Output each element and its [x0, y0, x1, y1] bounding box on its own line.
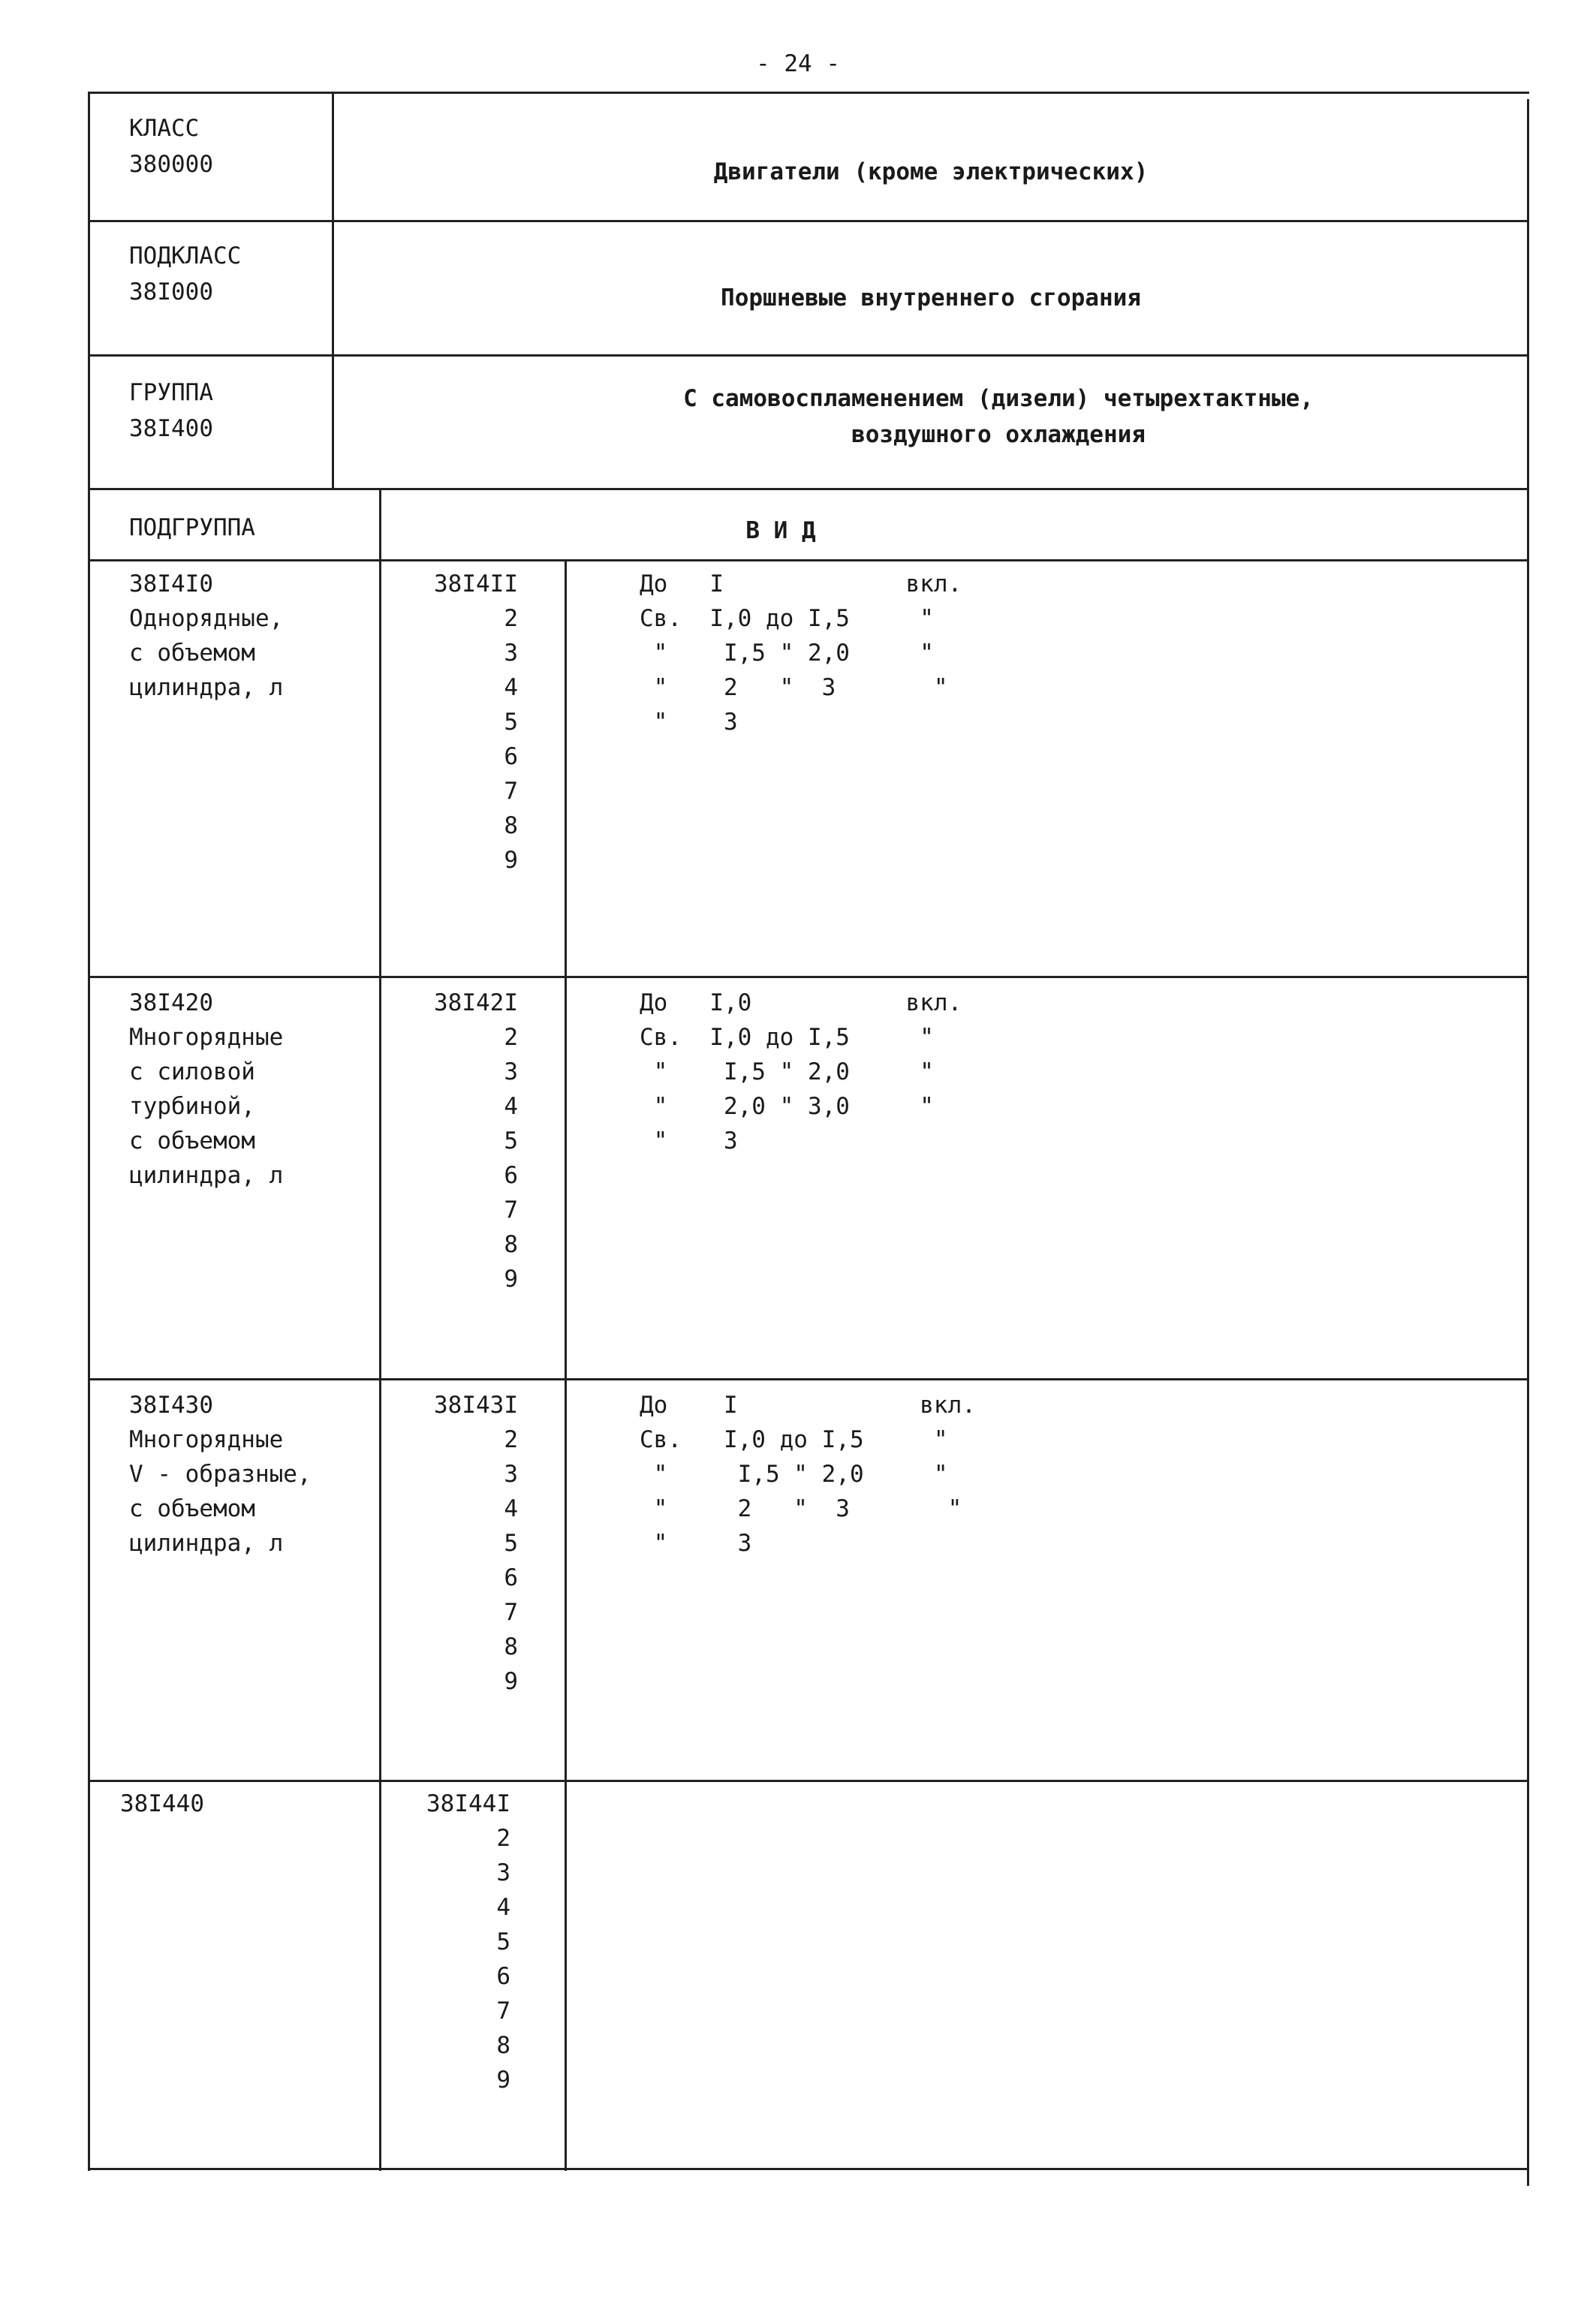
code-line: 38I43I — [434, 1392, 518, 1419]
row-divider-2 — [88, 1378, 1529, 1380]
subgroup-line: V - образные, — [129, 1461, 312, 1488]
subgroup-cell — [120, 1790, 204, 1825]
subgroup-line: цилиндра, л — [129, 1162, 284, 1189]
type-line: Св. I,0 до I,5 " — [640, 605, 934, 632]
type-line: " I,5 " 2,0 " — [640, 640, 934, 667]
code-line: 8 — [496, 2032, 510, 2059]
code-line: 7 — [504, 1599, 518, 1626]
type-line: До I вкл. — [640, 570, 962, 598]
code-line: 3 — [496, 1859, 510, 1886]
table-right-border — [1527, 99, 1529, 2186]
column-header-subgroup: ПОДГРУППА — [129, 514, 255, 541]
group-title-line1: С самовоспламенением (дизели) четырехтактные, — [683, 385, 1314, 412]
subgroup-line: 38I440 — [120, 1790, 204, 1817]
group-label: ГРУППА — [129, 379, 213, 406]
subgroup-line: с силовой — [129, 1058, 255, 1085]
code-line: 4 — [504, 1093, 518, 1120]
code-cell — [420, 1392, 518, 1702]
code-line: 8 — [504, 812, 518, 839]
table-bottom-border — [88, 2168, 1529, 2170]
subgroup-line: 38I430 — [129, 1392, 213, 1419]
type-line: Св. I,0 до I,5 " — [640, 1426, 948, 1453]
type-cell — [640, 1392, 976, 1564]
row-divider-subclass — [88, 354, 1529, 357]
type-line: До I,0 вкл. — [640, 989, 962, 1016]
class-title: Двигатели (кроме электрических) — [713, 158, 1149, 185]
row-divider-group — [88, 488, 1529, 490]
subgroup-line: 38I420 — [129, 989, 213, 1016]
type-line: Св. I,0 до I,5 " — [640, 1024, 934, 1051]
row-divider-class — [88, 220, 1529, 222]
type-line: " 2,0 " 3,0 " — [640, 1093, 934, 1120]
code-line: 9 — [504, 1668, 518, 1695]
code-line: 7 — [504, 778, 518, 805]
subgroup-line: Многорядные — [129, 1426, 284, 1453]
code-line: 6 — [504, 1564, 518, 1591]
type-line: " I,5 " 2,0 " — [640, 1461, 948, 1488]
code-line: 9 — [496, 2067, 510, 2094]
code-line: 4 — [504, 1495, 518, 1522]
code-line: 9 — [504, 1266, 518, 1293]
code-line: 38I42I — [434, 989, 518, 1016]
subgroup-cell — [129, 989, 283, 1197]
subclass-code: 38I000 — [129, 278, 213, 306]
subgroup-cell — [129, 570, 283, 709]
type-cell — [640, 989, 962, 1162]
column-divider-code — [565, 559, 567, 2171]
code-line: 9 — [504, 847, 518, 874]
code-line: 5 — [504, 1530, 518, 1557]
code-line: 6 — [504, 1162, 518, 1189]
subclass-label: ПОДКЛАСС — [129, 242, 242, 269]
subgroup-line: турбиной, — [129, 1093, 255, 1120]
group-title-line2: воздушного охлаждения — [851, 421, 1146, 448]
code-cell — [413, 1790, 510, 2101]
row-divider-column-header — [88, 559, 1529, 561]
code-line: 38I4II — [434, 570, 518, 598]
column-divider-subgroup — [379, 488, 381, 2171]
subgroup-line: 38I4I0 — [129, 570, 213, 598]
type-cell — [640, 570, 962, 743]
code-line: 2 — [496, 1825, 510, 1852]
table-top-border — [88, 92, 1529, 94]
class-label: КЛАСС — [129, 115, 200, 142]
type-line: " I,5 " 2,0 " — [640, 1058, 934, 1085]
code-line: 6 — [504, 743, 518, 770]
subgroup-line: цилиндра, л — [129, 1530, 284, 1557]
row-divider-3 — [88, 1780, 1529, 1782]
subgroup-line: с объемом — [129, 1495, 255, 1522]
type-line: " 3 — [640, 1530, 752, 1557]
code-line: 7 — [496, 1997, 510, 2025]
subgroup-line: Многорядные — [129, 1024, 284, 1051]
code-line: 2 — [504, 1024, 518, 1051]
code-line: 7 — [504, 1197, 518, 1224]
table-left-border — [88, 92, 90, 2171]
subgroup-line: цилиндра, л — [129, 674, 284, 701]
header-divider — [332, 92, 334, 489]
code-cell — [420, 570, 518, 881]
code-cell — [420, 989, 518, 1300]
code-line: 3 — [504, 1058, 518, 1085]
code-line: 3 — [504, 640, 518, 667]
group-code: 38I400 — [129, 415, 213, 442]
code-line: 4 — [504, 674, 518, 701]
code-line: 2 — [504, 605, 518, 632]
code-line: 6 — [496, 1963, 510, 1990]
row-divider-1 — [88, 976, 1529, 978]
subgroup-line: с объемом — [129, 1127, 255, 1155]
code-line: 5 — [496, 1928, 510, 1955]
class-code: 380000 — [129, 151, 213, 178]
code-line: 8 — [504, 1633, 518, 1660]
code-line: 5 — [504, 709, 518, 736]
subgroup-cell — [129, 1392, 312, 1564]
subclass-title: Поршневые внутреннего сгорания — [721, 284, 1141, 312]
code-line: 2 — [504, 1426, 518, 1453]
code-line: 8 — [504, 1231, 518, 1258]
code-line: 3 — [504, 1461, 518, 1488]
type-line: " 2 " 3 " — [640, 674, 948, 701]
code-line: 5 — [504, 1127, 518, 1155]
type-line: До I вкл. — [640, 1392, 976, 1419]
subgroup-line: Однорядные, — [129, 605, 284, 632]
page-number: - 24 - — [756, 50, 840, 77]
type-line: " 3 — [640, 709, 738, 736]
type-line: " 2 " 3 " — [640, 1495, 962, 1522]
column-header-type: В И Д — [745, 517, 816, 544]
code-line: 38I44I — [426, 1790, 510, 1817]
type-line: " 3 — [640, 1127, 738, 1155]
code-line: 4 — [496, 1894, 510, 1921]
subgroup-line: с объемом — [129, 640, 255, 667]
